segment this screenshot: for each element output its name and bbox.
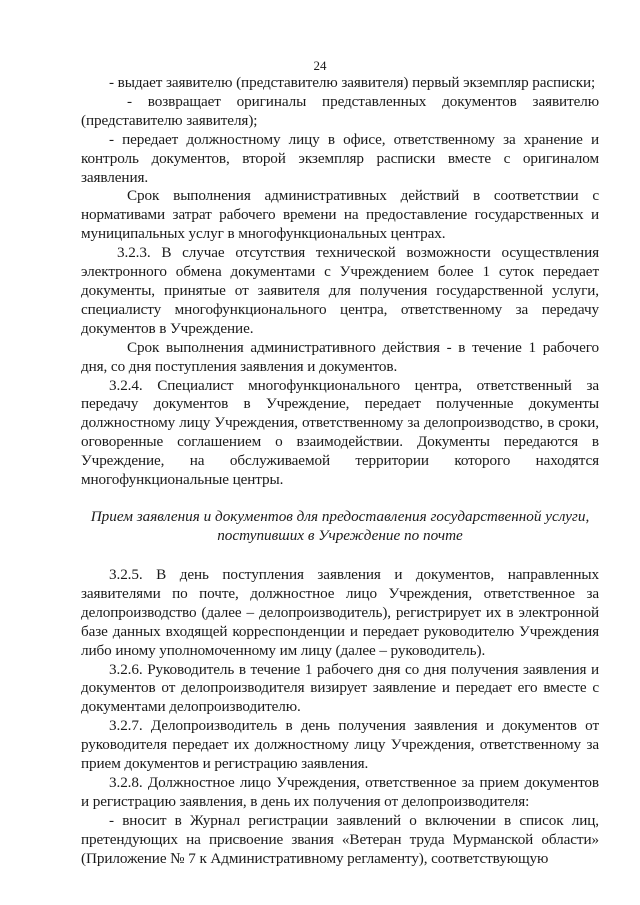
- paragraph: 3.2.6. Руководитель в течение 1 рабочего дня со дня получения заявления и документов от делопроизводителя визирует заявление и передает его вместе с документами делопроизводителю.: [81, 660, 599, 716]
- paragraph: - возвращает оригиналы представленных документов заявителю (представителю заявителя);: [81, 92, 599, 129]
- paragraph: 3.2.4. Специалист многофункционального центра, ответственный за передачу документов в Учреждение, передает полученные документы должностному лицу Учреждения, ответственному за делопроизводство, в сроки, оговоренные соглашением о взаимодействии. Документы передаются в Учреждение, на обслуживаемой территории которого находятся многофункциональные центры.: [81, 376, 599, 489]
- paragraph: 3.2.7. Делопроизводитель в день получения заявления и документов от руководителя передает их должностному лицу Учреждения, ответственному за прием документов и регистрацию заявления.: [81, 717, 599, 773]
- text-block-top: [81, 74, 599, 490]
- paragraph: - вносит в Журнал регистрации заявлений о включении в список лиц, претендующих на присвоение звания «Ветеран труда Мурманской области» (Приложение № 7 к Административному регламенту), соответствующую: [81, 811, 599, 867]
- paragraph: - выдает заявителю (представителю заявителя) первый экземпляр расписки;: [109, 74, 596, 91]
- paragraph: 3.2.8. Должностное лицо Учреждения, ответственное за прием документов и регистрацию заявления, в день их получения от делопроизводителя:: [81, 773, 599, 810]
- paragraph: 3.2.3. В случае отсутствия технической возможности осуществления электронного обмена документами с Учреждением более 1 суток передает документы, принятые от заявителя для получения государственной услуги, специалисту многофункционального центра, ответственному за передачу документов в Учреждение.: [81, 244, 599, 337]
- section-heading-text: Прием заявления и документов для предоставления государственной услуги, поступивших в Учреждение по почте: [90, 508, 590, 544]
- paragraph: Срок выполнения административного действия - в течение 1 рабочего дня, со дня поступления заявления и документов.: [81, 338, 599, 375]
- paragraph: - передает должностному лицу в офисе, ответственному за хранение и контроль документов, второй экземпляр расписки вместе с оригиналом заявления.: [81, 130, 599, 186]
- page-number: 24: [313, 58, 327, 73]
- text-block-bottom: [81, 566, 599, 869]
- paragraph: Срок выполнения административных действий в соответствии с нормативами затрат рабочего времени на предоставление государственных и муниципальных услуг в многофункциональных центрах.: [81, 187, 599, 243]
- section-heading: [81, 508, 599, 546]
- paragraph: 3.2.5. В день поступления заявления и документов, направленных заявителями по почте, должностное лицо Учреждения, ответственное за делопроизводство (далее – делопроизводитель), регистрирует их в электронной базе данных входящей корреспонденции и передает руководителю Учреждения либо иному уполномоченному им лицу (далее – руководитель).: [81, 566, 599, 659]
